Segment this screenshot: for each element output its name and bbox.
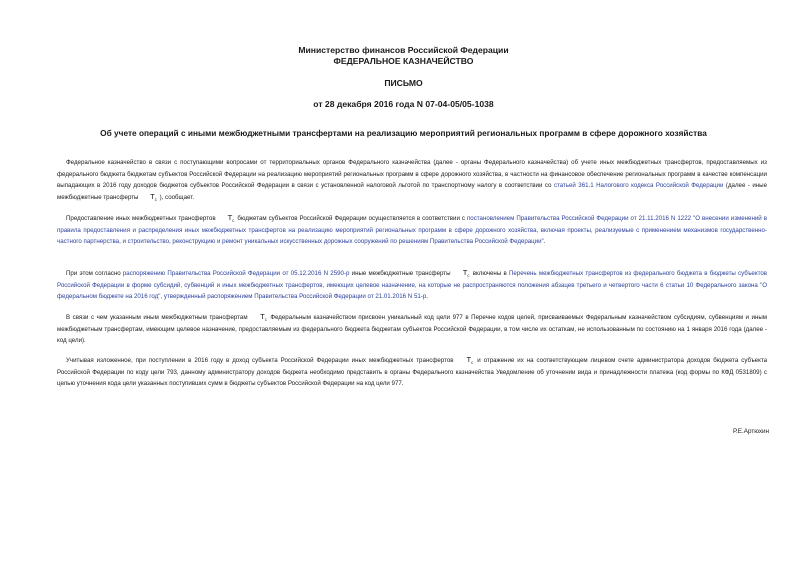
paragraph-1 <box>57 157 767 203</box>
link-tax-code-article[interactable]: статьей 361.1 Налогового кодекса Российской Федерации <box>553 182 724 189</box>
signature: Р.Е.Артюхин <box>733 428 769 435</box>
text-run: и отражение их на соответствующем лицевом счете администратора доходов бюджета субъекта Российской Федерации по коду цели 793, данному администратору доходов бюджета необходимо представить в органы Федерального казначейства Уведомление об уточнении вида и принадлежности платежа (код формы по КФД 0531809) с целью уточнения кода цели указанных поступивших сумм в бюджеты субъектов Российской Федерации на код цели 977. <box>57 357 767 387</box>
t-letter: T <box>150 191 155 201</box>
text-run: В связи с чем указанным иным межбюджетным трансфертам <box>66 314 251 321</box>
text-run: . <box>426 293 428 300</box>
t-subscript: c <box>154 196 157 202</box>
text-run: Федеральное казначейство в связи с поступающими вопросами от территориальных органов Федерального казначейства (далее - органы Федерального казначейства) об учете иных межбюджетных трансфертов, предоставляемых из федерального бюджета бюджетам субъектов Российской Федерации на реализацию мероприятий региональных программ в сфере дорожного хозяйства, в частности на финансовое обеспечение региональных программ в качестве компенсации выпадающих в 2016 году доходов бюджетов субъектов Российской Федерации в связи с установленной налоговой льготой по транспортному налогу в соответствии со <box>57 159 767 189</box>
paragraph-4 <box>57 312 767 347</box>
t-letter: T <box>462 268 468 277</box>
transfer-symbol <box>219 215 235 224</box>
transfer-symbol <box>251 314 267 323</box>
text-run: Федеральным казначейством присвоен уникальный код цели 977 в Перечне кодов целей, присваиваемых Федеральным казначейством субсидиям, субвенциям и иным межбюджетным трансфертам, имеющим целевое назначение, предоставляемым из федерального бюджета бюджетам субъектов Российской Федерации, в том числе их остаткам, не использованным по состоянию на 1 января 2016 года (далее - код цели). <box>57 314 767 344</box>
text-run: При этом согласно <box>66 270 123 277</box>
t-subscript: c <box>467 273 470 278</box>
t-letter: T <box>227 213 233 222</box>
t-letter: T <box>260 312 265 321</box>
document-subject: Об учете операций с иными межбюджетными трансфертами на реализацию мероприятий региональных программ в сфере дорожного хозяйства <box>100 128 707 138</box>
link-transfers-list[interactable]: Перечень межбюджетных трансфертов из федерального бюджета в бюджеты субъектов Российской Федерации в форме субсидий, субвенций и иных межбюджетных трансфертов, имеющих целевое назначение, на которые не распространяются положения абзацев третьего и четвертого части 6 статьи 10 Федерального закона "О федеральном бюджете на 2016 год", утвержденный распоряжением Правительства Российской Федерации от 21.01.2016 N 51-р <box>57 270 768 300</box>
t-letter: T <box>466 355 472 364</box>
transfer-symbol <box>458 357 474 366</box>
link-government-order-2590[interactable]: распоряжению Правительства Российской Федерации от 05.12.2016 N 2590-р <box>122 270 350 277</box>
document-type: ПИСЬМО <box>384 78 423 88</box>
transfer-symbol <box>454 270 470 279</box>
text-run: Предоставление иных межбюджетных трансфертов <box>66 215 218 222</box>
link-government-decree-1222[interactable]: постановлением Правительства Российской Федерации от 21.11.2016 N 1222 "О внесении изменений в правила предоставления и распределения иных межбюджетных трансфертов на реализацию мероприятий региональных программ в сфере дорожного хозяйства, включая проекты, реализуемые с применением механизмов государственно-частного партнерства, и строительство, реконструкцию и ремонт уникальных искусственных дорожных сооружений по решениям Правительства Российской Федерации" <box>57 215 767 245</box>
text-run: включены в <box>470 270 509 277</box>
text-run: бюджетам субъектов Российской Федерации осуществляется в соответствии с <box>235 215 467 222</box>
text-run: (далее - иные межбюджетные трансферты <box>57 182 767 201</box>
document-date-number: от 28 декабря 2016 года N 07-04-05/05-1038 <box>313 99 494 109</box>
text-run: Учитывая изложенное, при поступлении в 2016 году в доход субъекта Российской Федерации иных межбюджетных трансфертов <box>66 357 457 364</box>
agency-title: ФЕДЕРАЛЬНОЕ КАЗНАЧЕЙСТВО <box>333 56 474 66</box>
t-subscript: c <box>232 218 235 223</box>
text-run: . <box>543 238 546 245</box>
transfer-symbol <box>141 191 157 203</box>
t-subscript: c <box>471 360 474 365</box>
paragraph-5 <box>57 355 767 390</box>
text-run: ), сообщает. <box>157 193 195 201</box>
t-subscript: c <box>264 317 267 322</box>
paragraph-2 <box>57 213 767 248</box>
ministry-title: Министерство финансов Российской Федерации <box>298 45 509 55</box>
text-run: иные межбюджетные трансферты <box>349 270 453 277</box>
paragraph-3 <box>57 268 767 303</box>
